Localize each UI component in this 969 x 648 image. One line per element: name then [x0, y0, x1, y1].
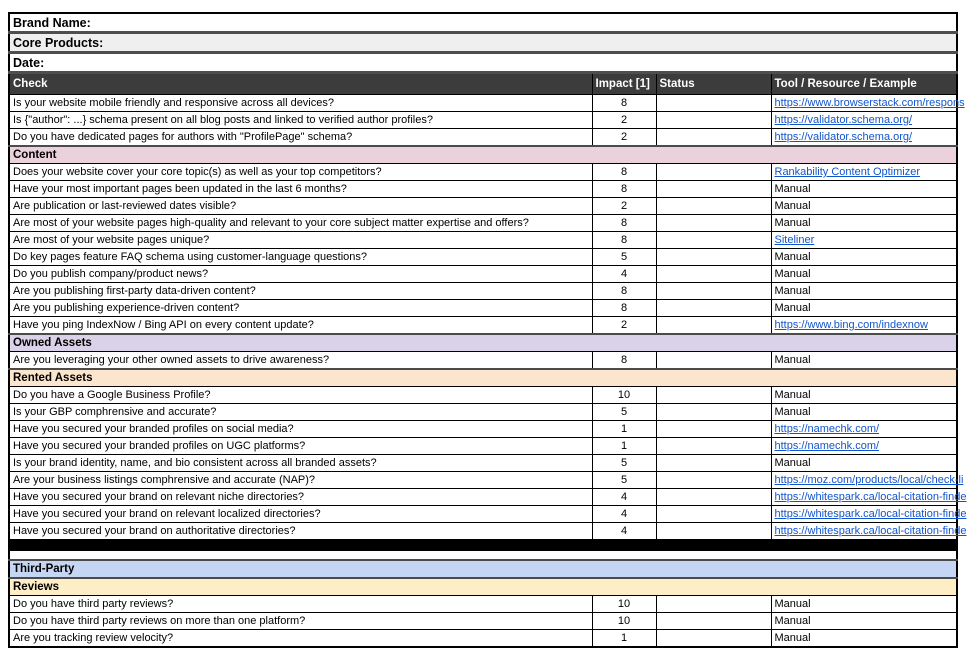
info-row-brand-name [9, 13, 957, 33]
check-cell: Is your brand identity, name, and bio consistent across all branded assets? [9, 455, 592, 472]
status-cell [656, 129, 771, 147]
impact-cell: 8 [592, 352, 656, 370]
table-row [9, 404, 957, 421]
status-cell [656, 404, 771, 421]
status-cell [656, 630, 771, 648]
impact-cell: 4 [592, 523, 656, 540]
tool-value: Manual [774, 268, 811, 280]
section-header-label: Content [9, 146, 957, 164]
check-cell: Are you tracking review velocity? [9, 630, 592, 648]
status-cell [656, 215, 771, 232]
black-separator [9, 540, 957, 551]
status-cell [656, 232, 771, 249]
tool-cell [771, 232, 957, 249]
impact-cell: 8 [592, 181, 656, 198]
seo-checklist-sheet [8, 12, 967, 648]
status-cell [656, 438, 771, 455]
status-cell [656, 300, 771, 317]
status-cell [656, 198, 771, 215]
check-cell: Is your website mobile friendly and responsive across all devices? [9, 95, 592, 112]
table-row [9, 387, 957, 404]
impact-cell: 4 [592, 489, 656, 506]
section-header-reviews [9, 578, 957, 596]
tool-cell [771, 630, 957, 648]
status-cell [656, 472, 771, 489]
table-row [9, 164, 957, 181]
column-header-status: Status [656, 73, 771, 95]
spacer-row [9, 551, 957, 561]
impact-cell: 4 [592, 506, 656, 523]
tool-cell [771, 129, 957, 147]
table-row [9, 438, 957, 455]
tool-value: Manual [774, 285, 811, 297]
impact-cell: 10 [592, 596, 656, 613]
tool-value: Manual [774, 200, 811, 212]
table-row [9, 630, 957, 648]
status-cell [656, 613, 771, 630]
status-cell [656, 317, 771, 335]
black-separator-row [9, 540, 957, 551]
info-row-core-products [9, 33, 957, 53]
tool-cell [771, 489, 967, 506]
tool-cell [771, 387, 957, 404]
status-cell [656, 387, 771, 404]
status-cell [656, 489, 771, 506]
table-row [9, 317, 957, 335]
tool-cell [771, 198, 957, 215]
table-row [9, 300, 957, 317]
tool-link[interactable]: https://namechk.com/ [774, 440, 880, 452]
tool-link[interactable]: https://validator.schema.org/ [774, 131, 913, 143]
tool-cell [771, 112, 957, 129]
info-row-date [9, 53, 957, 73]
check-cell: Do you have third party reviews on more than one platform? [9, 613, 592, 630]
check-cell: Are publication or last-reviewed dates visible? [9, 198, 592, 215]
check-cell: Do you publish company/product news? [9, 266, 592, 283]
tool-cell [771, 596, 957, 613]
status-cell [656, 352, 771, 370]
tool-link[interactable]: https://validator.schema.org/ [774, 114, 913, 126]
table-row [9, 596, 957, 613]
tool-cell [771, 455, 957, 472]
impact-cell: 5 [592, 455, 656, 472]
status-cell [656, 421, 771, 438]
tool-cell [771, 472, 964, 489]
status-cell [656, 181, 771, 198]
table-row [9, 472, 957, 489]
impact-cell: 10 [592, 387, 656, 404]
tool-link[interactable]: Siteliner [774, 234, 815, 246]
impact-cell: 8 [592, 164, 656, 181]
tool-value: Manual [774, 389, 811, 401]
tool-value: Manual [774, 217, 811, 229]
tool-cell [771, 283, 957, 300]
impact-cell: 2 [592, 198, 656, 215]
impact-cell: 1 [592, 421, 656, 438]
check-cell: Do key pages feature FAQ schema using customer-language questions? [9, 249, 592, 266]
check-cell: Are most of your website pages high-quality and relevant to your core subject matter expertise and offers? [9, 215, 592, 232]
tool-cell [771, 613, 957, 630]
tool-link[interactable]: https://www.bing.com/indexnow [774, 319, 928, 331]
tool-value: Manual [774, 598, 811, 610]
impact-cell: 1 [592, 438, 656, 455]
tool-cell [771, 404, 957, 421]
tool-value: Manual [774, 302, 811, 314]
checklist-table [8, 12, 967, 648]
tool-link[interactable]: https://whitespark.ca/local-citation-finde [774, 491, 967, 503]
table-row [9, 506, 957, 523]
tool-value: Manual [774, 457, 811, 469]
check-cell: Are your business listings comphrensive and accurate (NAP)? [9, 472, 592, 489]
check-cell: Do you have third party reviews? [9, 596, 592, 613]
tool-link[interactable]: https://whitespark.ca/local-citation-finde [774, 525, 967, 537]
impact-cell: 1 [592, 630, 656, 648]
tool-cell [771, 300, 957, 317]
check-cell: Have you secured your branded profiles on social media? [9, 421, 592, 438]
check-cell: Are you publishing experience-driven content? [9, 300, 592, 317]
column-header-impact: Impact [1] [592, 73, 656, 95]
tool-value: Manual [774, 354, 811, 366]
table-row [9, 249, 957, 266]
tool-cell [771, 95, 965, 112]
status-cell [656, 95, 771, 112]
section-header-label: Owned Assets [9, 334, 957, 352]
status-cell [656, 596, 771, 613]
table-row [9, 613, 957, 630]
tool-value: Manual [774, 406, 811, 418]
column-header-tool: Tool / Resource / Example [771, 73, 957, 95]
impact-cell: 5 [592, 249, 656, 266]
table-row [9, 266, 957, 283]
check-cell: Do you have dedicated pages for authors with "ProfilePage" schema? [9, 129, 592, 147]
tool-cell [771, 523, 967, 540]
impact-cell: 8 [592, 232, 656, 249]
tool-cell [771, 181, 957, 198]
table-row [9, 198, 957, 215]
impact-cell: 2 [592, 317, 656, 335]
table-row [9, 455, 957, 472]
table-row [9, 421, 957, 438]
tool-cell [771, 249, 957, 266]
tool-cell [771, 421, 957, 438]
check-cell: Have you secured your branded profiles on UGC platforms? [9, 438, 592, 455]
table-row [9, 181, 957, 198]
impact-cell: 8 [592, 283, 656, 300]
check-cell: Are you publishing first-party data-driven content? [9, 283, 592, 300]
tool-link[interactable]: https://www.browserstack.com/respons [774, 97, 965, 109]
check-cell: Have you ping IndexNow / Bing API on every content update? [9, 317, 592, 335]
impact-cell: 10 [592, 613, 656, 630]
status-cell [656, 164, 771, 181]
tool-link[interactable]: https://whitespark.ca/local-citation-finde [774, 508, 967, 520]
section-header-owned-assets [9, 334, 957, 352]
spacer [9, 551, 957, 561]
tool-value: Manual [774, 632, 811, 644]
impact-cell: 4 [592, 266, 656, 283]
tool-cell [771, 506, 967, 523]
tool-link[interactable]: https://moz.com/products/local/check-li [774, 474, 964, 486]
check-cell: Are most of your website pages unique? [9, 232, 592, 249]
section-header-label: Rented Assets [9, 369, 957, 387]
status-cell [656, 112, 771, 129]
check-cell: Is {"author": ...} schema present on all blog posts and linked to verified author profiles? [9, 112, 592, 129]
core-products-label: Core Products: [9, 33, 957, 53]
impact-cell: 2 [592, 112, 656, 129]
table-row [9, 489, 957, 506]
status-cell [656, 506, 771, 523]
table-row [9, 215, 957, 232]
tool-cell [771, 352, 957, 370]
table-row [9, 352, 957, 370]
section-header-rented-assets [9, 369, 957, 387]
status-cell [656, 283, 771, 300]
impact-cell: 5 [592, 472, 656, 489]
tool-cell [771, 266, 957, 283]
table-row [9, 129, 957, 147]
table-row [9, 112, 957, 129]
impact-cell: 5 [592, 404, 656, 421]
brand-name-label: Brand Name: [9, 13, 957, 33]
section-header-content [9, 146, 957, 164]
check-cell: Have you secured your brand on relevant niche directories? [9, 489, 592, 506]
table-row [9, 232, 957, 249]
section-header-label: Reviews [9, 578, 957, 596]
tool-link[interactable]: https://namechk.com/ [774, 423, 880, 435]
tool-value: Manual [774, 183, 811, 195]
status-cell [656, 455, 771, 472]
tool-value: Manual [774, 251, 811, 263]
check-cell: Have you secured your brand on relevant localized directories? [9, 506, 592, 523]
impact-cell: 8 [592, 215, 656, 232]
section-header-third-party [9, 560, 957, 578]
status-cell [656, 249, 771, 266]
check-cell: Does your website cover your core topic(s) as well as your top competitors? [9, 164, 592, 181]
impact-cell: 8 [592, 300, 656, 317]
tool-value: Manual [774, 615, 811, 627]
table-row [9, 95, 957, 112]
check-cell: Are you leveraging your other owned assets to drive awareness? [9, 352, 592, 370]
date-label: Date: [9, 53, 957, 73]
tool-cell [771, 215, 957, 232]
tool-cell [771, 317, 957, 335]
check-cell: Do you have a Google Business Profile? [9, 387, 592, 404]
section-header-label: Third-Party [9, 560, 957, 578]
tool-link[interactable]: Rankability Content Optimizer [774, 166, 921, 178]
impact-cell: 2 [592, 129, 656, 147]
table-row [9, 523, 957, 540]
check-cell: Have your most important pages been updated in the last 6 months? [9, 181, 592, 198]
impact-cell: 8 [592, 95, 656, 112]
tool-cell [771, 438, 957, 455]
tool-cell [771, 164, 957, 181]
table-row [9, 283, 957, 300]
status-cell [656, 523, 771, 540]
status-cell [656, 266, 771, 283]
column-header-row [9, 73, 957, 95]
column-header-check: Check [9, 73, 592, 95]
check-cell: Is your GBP comphrensive and accurate? [9, 404, 592, 421]
check-cell: Have you secured your brand on authoritative directories? [9, 523, 592, 540]
